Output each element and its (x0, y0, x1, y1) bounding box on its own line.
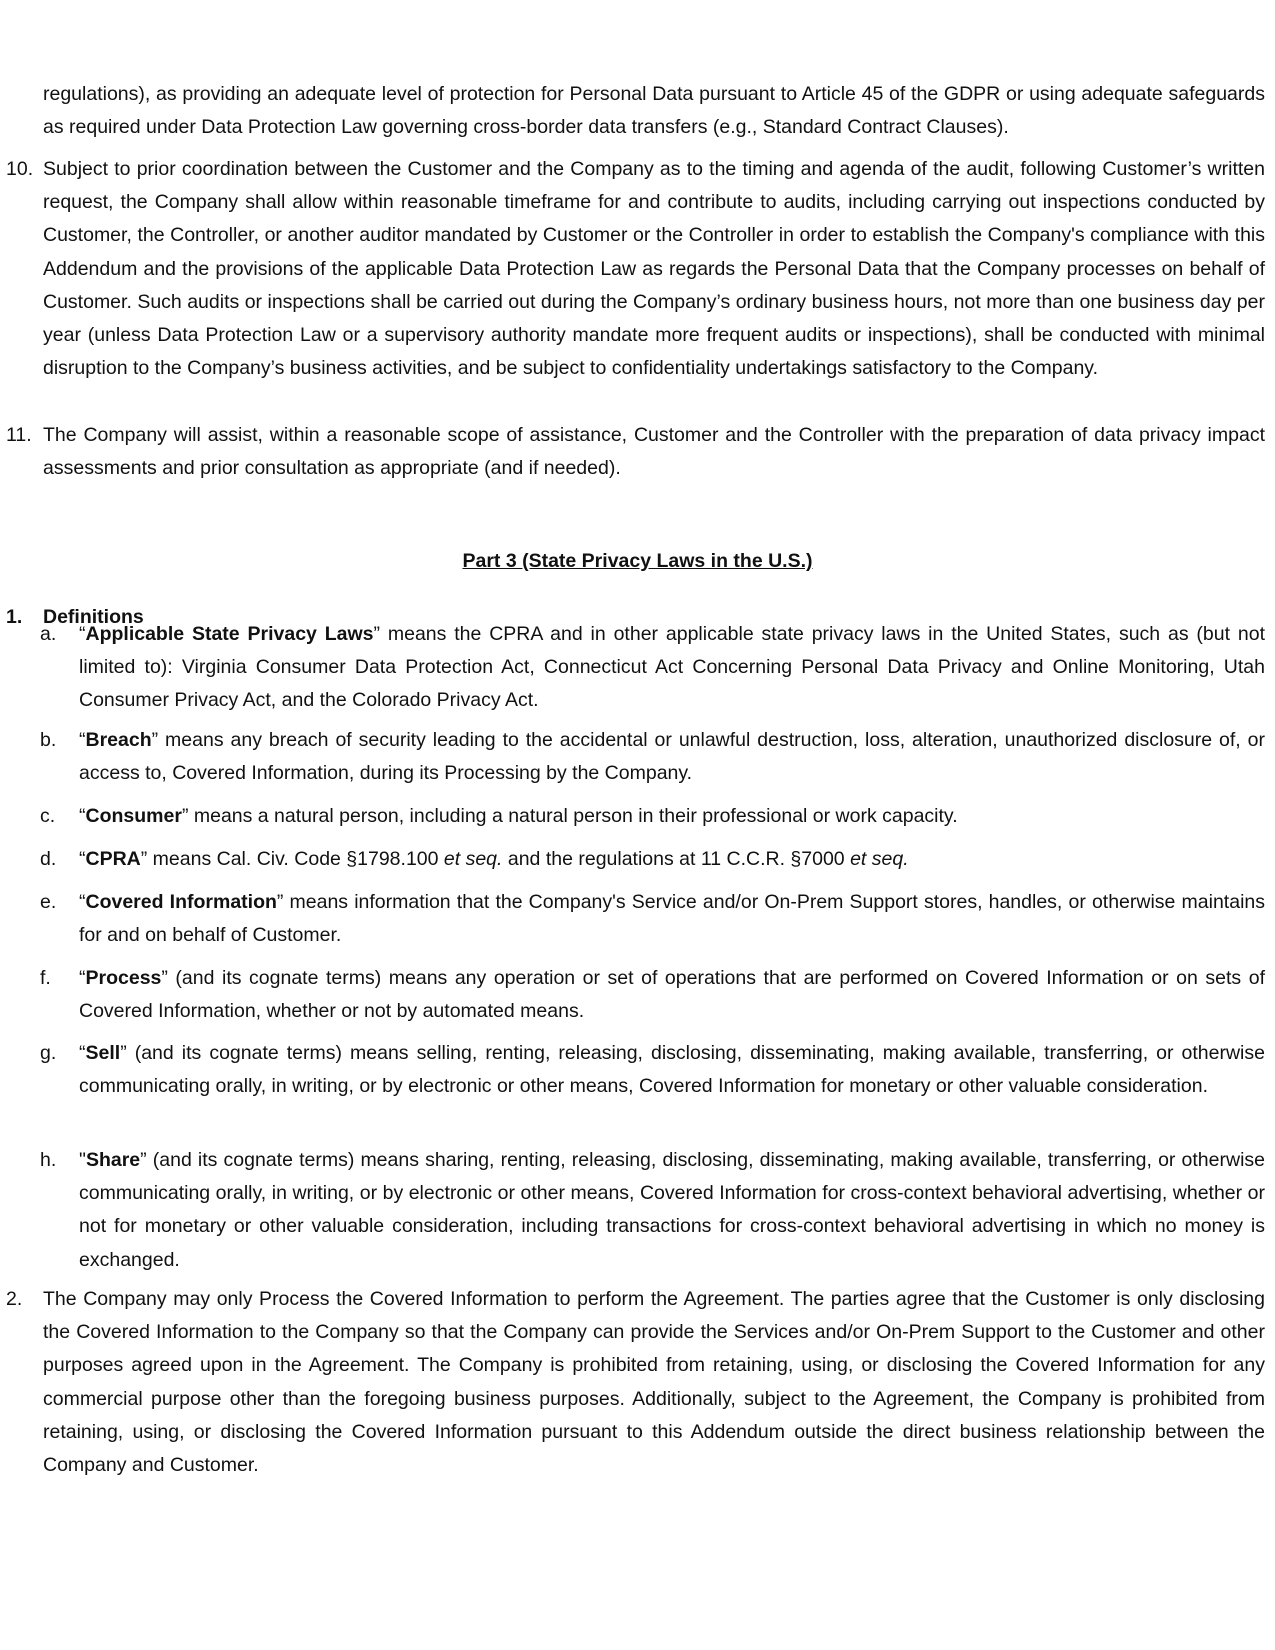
definition-term: Sell (85, 1042, 121, 1064)
definition-h (79, 1144, 1265, 1277)
definition-text: ” means Cal. Civ. Code §1798.100 (140, 848, 444, 870)
definition-b-letter: b. (40, 729, 57, 751)
part3-heading (0, 545, 1275, 578)
definition-text: ” (and its cognate terms) means selling, renting, releasing, disclosing, disseminating, making available, transferring, or otherwise communicating orally, in writing, or by electronic or other means, Covered Information for monetary or other valuable consideration. (79, 1042, 1265, 1098)
definition-text: ” means the CPRA and in other applicable state privacy laws in the United States, such as (but not limited to): Virginia Consumer Data Protection Act, Connecticut Act Concerning Personal Data Privacy and Online Monitoring, Utah Consumer Privacy Act, and the Colorado Privacy Act. (79, 623, 1265, 712)
definition-term: CPRA (85, 848, 141, 870)
definition-text-2: and the regulations at 11 C.C.R. §7000 (502, 848, 851, 870)
definition-a (79, 618, 1265, 718)
open-quote: “ (79, 805, 86, 827)
item-11-number: 11. (6, 424, 32, 446)
italic-et-seq-2: et seq. (850, 848, 909, 870)
open-quote: “ (79, 848, 86, 870)
definition-text: ” means information that the Company's Service and/or On-Prem Support stores, handles, or otherwise maintains for and on behalf of Customer. (79, 891, 1265, 947)
open-quote: " (79, 1149, 86, 1171)
item-10-paragraph: Subject to prior coordination between the Customer and the Company as to the timing and agenda of the audit, following Customer’s written request, the Company shall allow within reasonable timeframe for and contribute to audits, including carrying out inspections conducted by Customer, the Controller, or another auditor mandated by Customer or the Controller in order to establish the Company's compliance with this Addendum and the provisions of the applicable Data Protection Law as regards the Personal Data that the Company processes on behalf of Customer. Such audits or inspections shall be carried out during the Company’s ordinary business hours, not more than one business day per year (unless Data Protection Law or a supervisory authority mandate more frequent audits or inspections), shall be conducted with minimal disruption to the Company’s business activities, and be subject to confidentiality undertakings satisfactory to the Company. (43, 158, 1265, 380)
definition-text: ” means a natural person, including a natural person in their professional or work capacity. (181, 805, 958, 827)
section2-number: 2. (6, 1288, 23, 1310)
item-10-number: 10. (6, 158, 34, 180)
open-quote: “ (79, 967, 86, 989)
definition-term: Breach (85, 729, 152, 751)
italic-et-seq: et seq. (443, 848, 503, 870)
definition-b (79, 724, 1265, 790)
part3-heading-text: Part 3 (State Privacy Laws in the U.S.) (462, 550, 813, 572)
definition-term: Covered Information (85, 891, 277, 913)
definition-g (79, 1037, 1265, 1103)
section1-title: Definitions (43, 606, 144, 628)
definition-text: ” (and its cognate terms) means any operation or set of operations that are performed on Covered Information or on sets of Covered Information, whether or not by automated means. (79, 967, 1265, 1023)
section2-paragraph: The Company may only Process the Covered Information to perform the Agreement. The parties agree that the Customer is only disclosing the Covered Information to the Company so that the Company can provide the Services and/or On-Prem Support to the Customer and other purposes agreed upon in the Agreement. The Company is prohibited from retaining, using, or disclosing the Covered Information for any commercial purpose other than the foregoing business purposes. Additionally, subject to the Agreement, the Company is prohibited from retaining, using, or disclosing the Covered Information pursuant to this Addendum outside the direct business relationship between the Company and Customer. (43, 1288, 1265, 1477)
open-quote: “ (79, 729, 86, 751)
item-11-paragraph: The Company will assist, within a reasonable scope of assistance, Customer and the Controller with the preparation of data privacy impact assessments and prior consultation as appropriate (and if needed). (43, 424, 1265, 480)
definition-term: Consumer (85, 805, 182, 827)
open-quote: “ (79, 891, 86, 913)
definition-term: Share (85, 1149, 141, 1171)
definition-f (79, 962, 1265, 1028)
continuation-paragraph: regulations), as providing an adequate level of protection for Personal Data pursuant to Article 45 of the GDPR or using adequate safeguards as required under Data Protection Law governing cross-border data transfers (e.g., Standard Contract Clauses). (43, 83, 1265, 139)
definition-e (79, 886, 1265, 952)
open-quote: “ (79, 1042, 86, 1064)
open-quote: “ (79, 623, 86, 645)
definition-term: Applicable State Privacy Laws (85, 623, 374, 645)
definition-text: ” means any breach of security leading to the accidental or unlawful destruction, loss, alteration, unauthorized disclosure of, or access to, Covered Information, during its Processing by the Company. (79, 729, 1265, 785)
definition-a-letter: a. (40, 623, 57, 645)
definition-d (79, 843, 1265, 876)
section1-number: 1. (6, 606, 23, 628)
definition-c-letter: c. (40, 805, 56, 827)
definition-f-letter: f. (40, 967, 51, 989)
definition-h-letter: h. (40, 1149, 57, 1171)
definition-text: ” (and its cognate terms) means sharing, renting, releasing, disclosing, disseminating, making available, transferring, or otherwise communicating orally, in writing, or by electronic or other means, Covered Information for cross-context behavioral advertising, whether or not for monetary or other valuable consideration, including transactions for cross-context behavioral advertising in which no money is exchanged. (79, 1149, 1265, 1271)
definition-c (79, 800, 1265, 833)
definition-g-letter: g. (40, 1042, 57, 1064)
definition-e-letter: e. (40, 891, 57, 913)
definition-d-letter: d. (40, 848, 57, 870)
definition-term: Process (85, 967, 162, 989)
